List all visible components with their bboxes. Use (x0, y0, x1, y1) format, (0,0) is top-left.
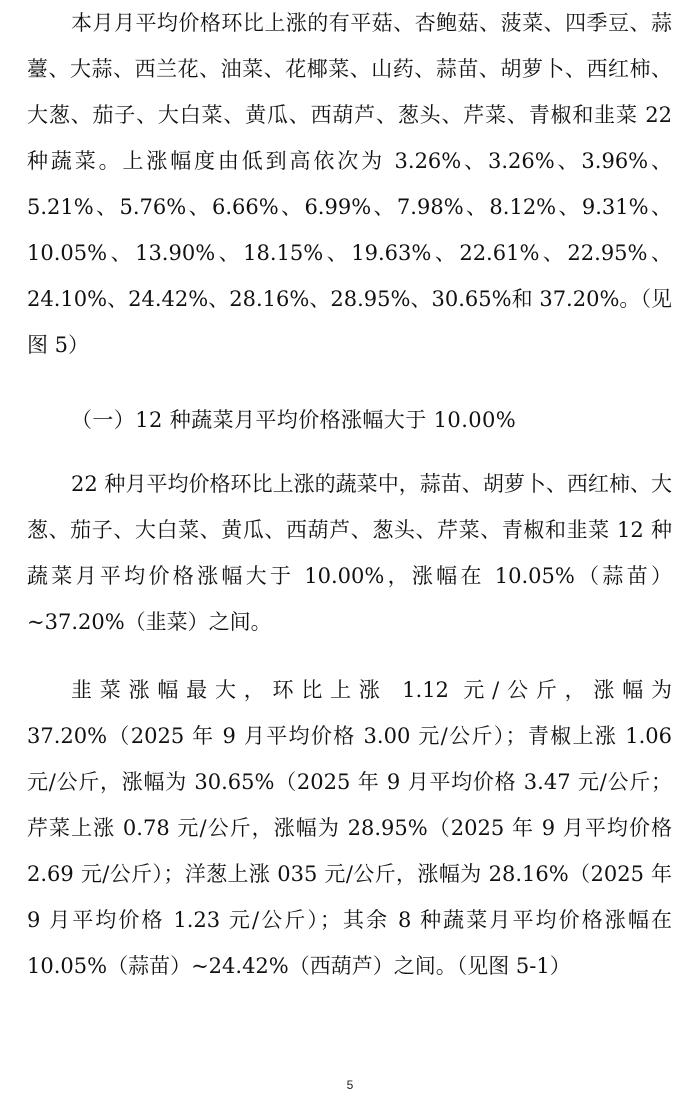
section-heading: （一）12 种蔬菜月平均价格涨幅大于 10.00% (71, 408, 517, 432)
page-number: 5 (346, 1078, 354, 1092)
paragraph-twelve-vegetables: 22 种月平均价格环比上涨的蔬菜中，蒜苗、胡萝卜、西红柿、大葱、茄子、大白菜、黄瓜、西葫芦、葱头、芹菜、青椒和韭菜 12 种蔬菜月平均价格涨幅大于 10.00%，涨幅在 10.05%（蒜苗）~37.20%（韭菜）之间。 (27, 472, 672, 634)
paragraph-price-increase-summary: 本月月平均价格环比上涨的有平菇、杏鲍菇、菠菜、四季豆、蒜薹、大蒜、西兰花、油菜、花椰菜、山药、蒜苗、胡萝卜、西红柿、大葱、茄子、大白菜、黄瓜、西葫芦、葱头、芹菜、青椒和韭菜 22 种蔬菜。上涨幅度由低到高依次为 3.26%、3.26%、3.96%、5.21%、5.76%、6.66%、6.99%、7.98%、8.12%、9.31%、10.05%、13.90%、18.15%、19.63%、22.61%、22.95%、24.10%、24.42%、28.16%、28.95%、30.65%和 37.20%。（见图 5） (27, 11, 672, 357)
paragraph-largest-increases: 韭菜涨幅最大，环比上涨 1.12 元/公斤，涨幅为 37.20%（2025 年 9 月平均价格 3.00 元/公斤）；青椒上涨 1.06 元/公斤，涨幅为 30.65%（2025 年 9 月平均价格 3.47 元/公斤；芹菜上涨 0.78 元/公斤，涨幅为 28.95%（2025 年 9 月平均价格 2.69 元/公斤）；洋葱上涨 035 元/公斤，涨幅为 28.16%（2025 年 9 月平均价格 1.23 元/公斤）；其余 8 种蔬菜月平均价格涨幅在 10.05%（蒜苗）~24.42%（西葫芦）之间。（见图 5-1） (27, 678, 672, 978)
